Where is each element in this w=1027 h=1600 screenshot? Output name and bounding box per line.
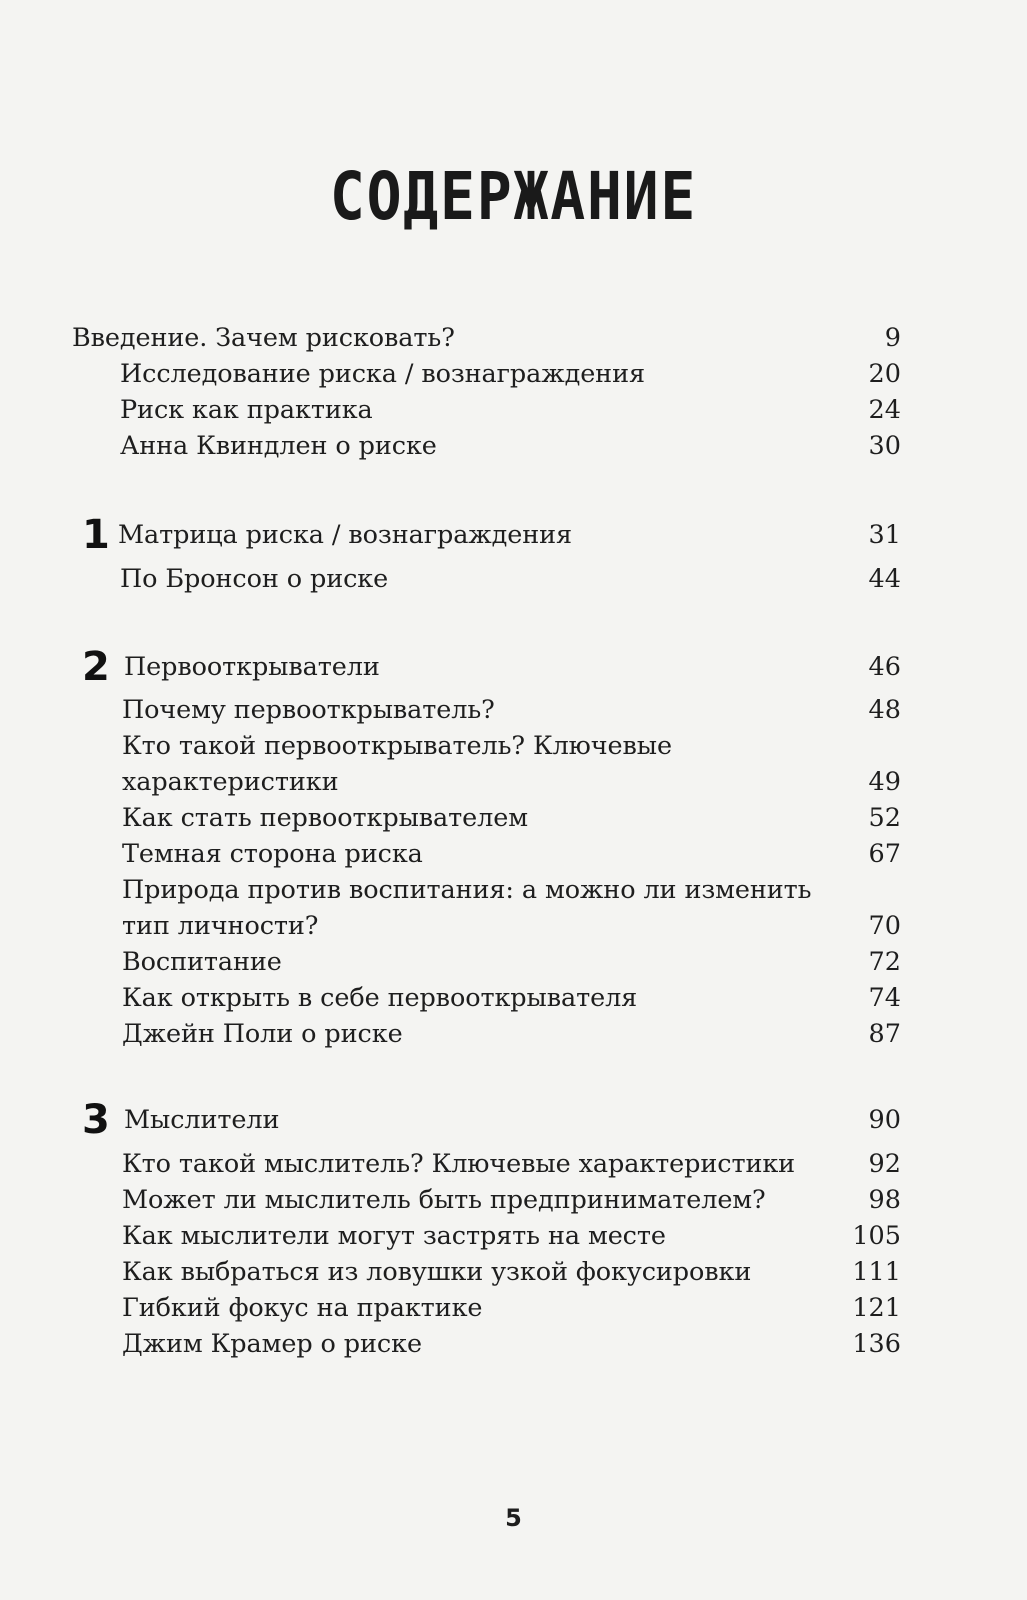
toc-item [0, 836, 1027, 872]
toc-item-title: Воспитание [122, 947, 282, 977]
toc-item-title: Гибкий фокус на практике [122, 1293, 483, 1323]
toc-item [0, 800, 1027, 836]
toc-item [0, 1182, 1027, 1218]
toc-item-title: Анна Квиндлен о риске [120, 431, 437, 461]
toc-item [0, 428, 1027, 464]
chapter-number: 1 [82, 512, 110, 558]
toc-item-page: 52 [868, 803, 901, 833]
toc-item-title: Джим Крамер о риске [122, 1329, 422, 1359]
toc-item [0, 1146, 1027, 1182]
toc-item [0, 392, 1027, 428]
toc-item [0, 1326, 1027, 1362]
chapter-page: 31 [868, 520, 901, 550]
toc-item-title: Как открыть в себе первооткрывателя [122, 983, 638, 1013]
toc-item-page: 49 [868, 767, 901, 797]
toc-item [0, 1016, 1027, 1052]
toc-entry-page: 9 [884, 323, 901, 353]
toc-item [0, 728, 1027, 764]
toc-item-page: 121 [852, 1293, 901, 1323]
toc-item-title: Как выбраться из ловушки узкой фокусировки [122, 1257, 752, 1287]
toc-item [0, 561, 1027, 597]
toc-item-title: По Бронсон о риске [120, 564, 389, 594]
page-title: СОДЕРЖАНИЕ [329, 158, 698, 235]
chapter-title: Первооткрыватели [124, 652, 380, 682]
toc-item-page: 105 [852, 1221, 901, 1251]
chapter-number: 2 [82, 644, 110, 690]
toc-item-page: 24 [868, 395, 901, 425]
toc-item-title: Темная сторона риска [122, 839, 423, 869]
toc-item-page: 136 [852, 1329, 901, 1359]
toc-item-title: Исследование риска / вознаграждения [120, 359, 645, 389]
toc-item [0, 356, 1027, 392]
toc-chapter-2 [0, 644, 1027, 690]
toc-item-title: Может ли мыслитель быть предпринимателем? [122, 1185, 766, 1215]
toc-item-page: 111 [852, 1257, 901, 1287]
toc-item-page: 20 [868, 359, 901, 389]
toc-item-page: 48 [868, 695, 901, 725]
toc-item-title-continuation: характеристики [122, 767, 339, 797]
toc-item-title: Как стать первооткрывателем [122, 803, 528, 833]
toc-chapter-3 [0, 1097, 1027, 1143]
toc-item-page: 67 [868, 839, 901, 869]
toc-item-page: 44 [868, 564, 901, 594]
chapter-title: Матрица риска / вознаграждения [118, 520, 573, 550]
toc-entry-introduction [0, 320, 1027, 356]
chapter-page: 46 [868, 652, 901, 682]
toc-item [0, 692, 1027, 728]
toc-item-page: 92 [868, 1149, 901, 1179]
toc-item [0, 980, 1027, 1016]
toc-item [0, 872, 1027, 908]
toc-item-title: Джейн Поли о риске [122, 1019, 403, 1049]
toc-item-page: 30 [868, 431, 901, 461]
toc-item [0, 944, 1027, 980]
toc-item-page: 87 [868, 1019, 901, 1049]
toc-item-title: Почему первооткрыватель? [122, 695, 495, 725]
toc-item-title: Кто такой мыслитель? Ключевые характеристики [122, 1149, 796, 1179]
toc-item-page: 70 [868, 911, 901, 941]
toc-item-title: Как мыслители могут застрять на месте [122, 1221, 666, 1251]
toc-item [0, 1254, 1027, 1290]
chapter-number: 3 [82, 1097, 110, 1143]
page-number: 5 [505, 1504, 522, 1532]
toc-item-title: Кто такой первооткрыватель? Ключевые [122, 731, 672, 761]
toc-item-page: 98 [868, 1185, 901, 1215]
toc-item-title: Риск как практика [120, 395, 373, 425]
toc-entry-title: Введение. Зачем рисковать? [72, 323, 455, 353]
toc-item [0, 1218, 1027, 1254]
toc-item-title-continuation: тип личности? [122, 911, 319, 941]
toc-item-continuation [0, 908, 1027, 944]
chapter-page: 90 [868, 1105, 901, 1135]
toc-item-continuation [0, 764, 1027, 800]
toc-item [0, 1290, 1027, 1326]
toc-item-page: 74 [868, 983, 901, 1013]
chapter-title: Мыслители [124, 1105, 280, 1135]
toc-item-title: Природа против воспитания: а можно ли изменить [122, 875, 812, 905]
toc-item-page: 72 [868, 947, 901, 977]
toc-chapter-1 [0, 512, 1027, 558]
